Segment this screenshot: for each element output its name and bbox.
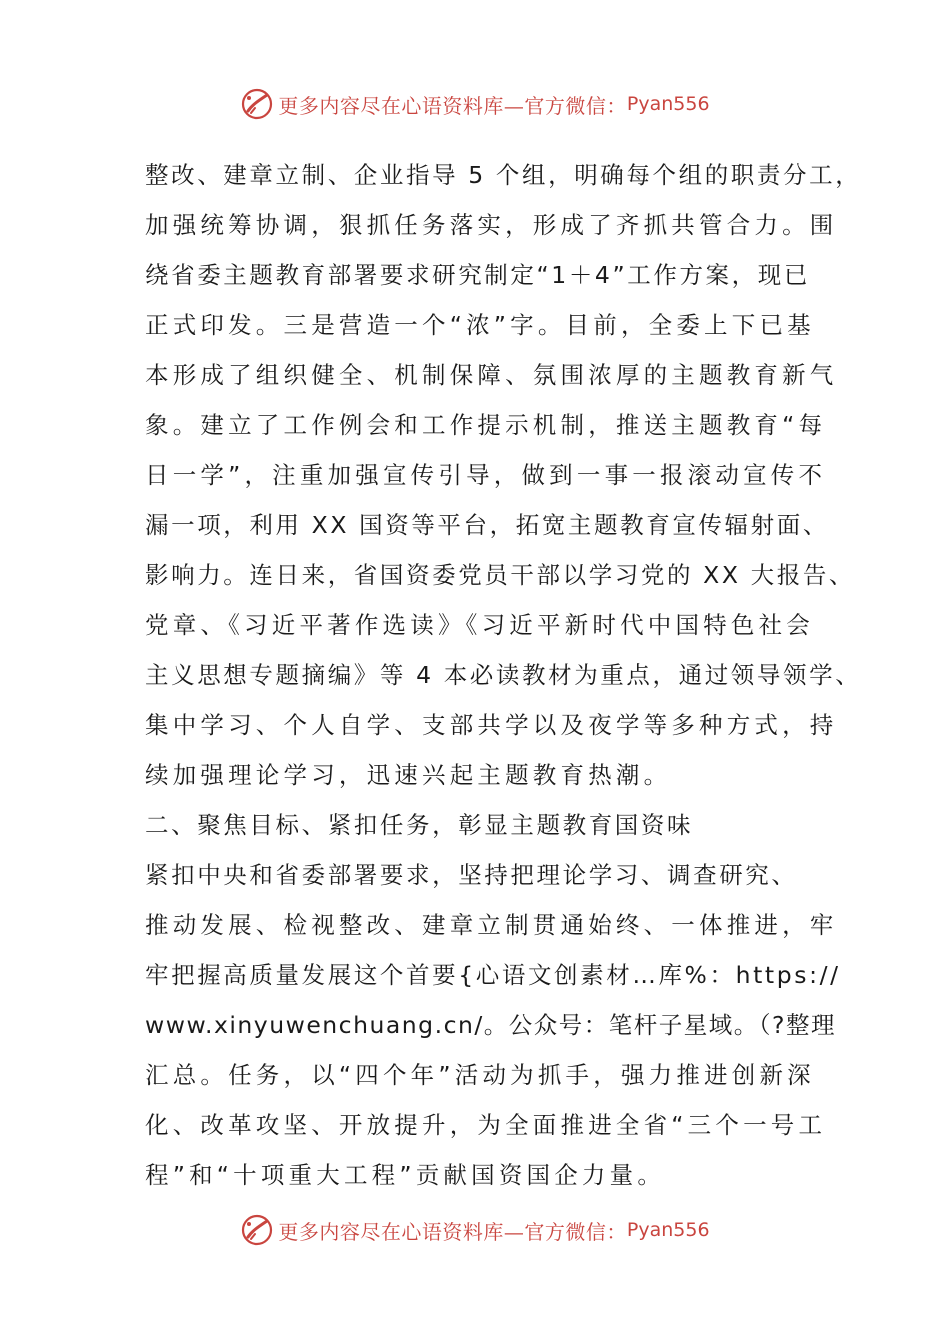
body-line: 漏一项，利用 XX 国资等平台，拓宽主题教育宣传辐射面、 bbox=[145, 511, 829, 539]
watermark-header bbox=[0, 82, 950, 126]
body-line: 正式印发。三是营造一个“浓”字。目前，全委上下已基 bbox=[145, 311, 815, 339]
pen-seal-icon bbox=[240, 87, 274, 121]
body-line: 日一学”，注重加强宣传引导，做到一事一报滚动宣传不 bbox=[145, 461, 827, 489]
body-line: 整改、建章立制、企业指导 5 个组，明确每个组的职责分工， bbox=[145, 161, 862, 189]
body-line: 主义思想专题摘编》等 4 本必读教材为重点，通过领导领学、 bbox=[145, 661, 862, 689]
body-line: 党章、《习近平著作选读》《习近平新时代中国特色社会 bbox=[145, 611, 814, 639]
watermark-text: 更多内容尽在心语资料库—官方微信： bbox=[278, 1219, 627, 1244]
watermark-footer bbox=[0, 1208, 950, 1252]
body-line: 牢把握高质量发展这个首要{心语文创素材…库%：https:// bbox=[145, 961, 841, 989]
body-line: 绕省委主题教育部署要求研究制定“1＋4”工作方案，现已 bbox=[145, 261, 810, 289]
body-line: 加强统筹协调，狠抓任务落实，形成了齐抓共管合力。围 bbox=[145, 211, 838, 239]
body-line: 化、改革攻坚、开放提升，为全面推进全省“三个一号工 bbox=[145, 1111, 827, 1139]
body-line: 影响力。连日来，省国资委党员干部以学习党的 XX 大报告、 bbox=[145, 561, 856, 589]
pen-seal-icon bbox=[240, 1213, 274, 1247]
document-body bbox=[145, 150, 862, 1200]
section-heading: 二、聚焦目标、紧扣任务，彰显主题教育国资味 bbox=[145, 811, 694, 839]
body-line: 本形成了组织健全、机制保障、氛围浓厚的主题教育新气 bbox=[145, 361, 838, 389]
body-line: 集中学习、个人自学、支部共学以及夜学等多种方式，持 bbox=[145, 711, 838, 739]
body-line: 紧扣中央和省委部署要求，坚持把理论学习、调查研究、 bbox=[145, 861, 798, 889]
body-line: 推动发展、检视整改、建章立制贯通始终、一体推进，牢 bbox=[145, 911, 838, 939]
watermark-contact: Pyan556 bbox=[626, 93, 710, 115]
watermark-contact: Pyan556 bbox=[626, 1219, 710, 1241]
body-line: 程”和“十项重大工程”贡献国资国企力量。 bbox=[145, 1161, 666, 1189]
watermark-text: 更多内容尽在心语资料库—官方微信： bbox=[278, 93, 627, 118]
body-line: 续加强理论学习，迅速兴起主题教育热潮。 bbox=[145, 761, 672, 789]
body-line: www.xinyuwenchuang.cn/。公众号：笔杆子星域。（?整理 bbox=[145, 1011, 837, 1039]
body-line: 汇总。任务，以“四个年”活动为抓手，强力推进创新深 bbox=[145, 1061, 815, 1089]
body-line: 象。建立了工作例会和工作提示机制，推送主题教育“每 bbox=[145, 411, 827, 439]
